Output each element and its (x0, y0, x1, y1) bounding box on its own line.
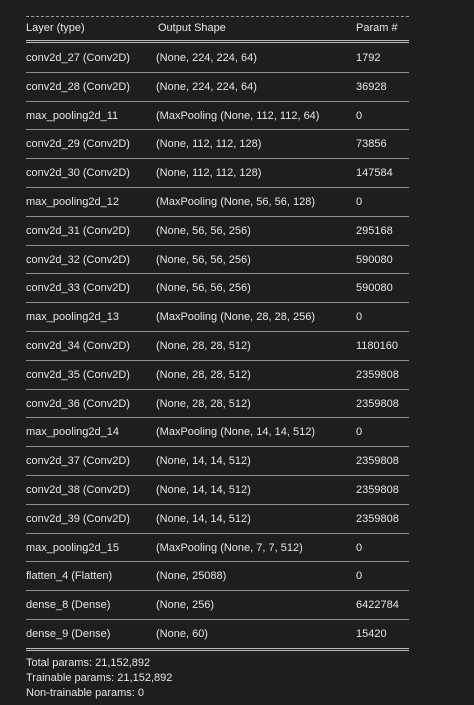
table-row (26, 418, 409, 447)
param-count-cell: 0 (356, 426, 363, 439)
output-shape-cell: (None, 14, 14, 512) (156, 455, 251, 468)
header-layer-type: Layer (type) (26, 22, 85, 34)
layer-name-cell: max_pooling2d_12 (26, 195, 119, 208)
param-count-cell: 2359808 (356, 368, 399, 381)
layer-name-cell: conv2d_30 (Conv2D) (26, 167, 130, 180)
layer-name-cell: conv2d_27 (Conv2D) (26, 52, 130, 64)
table-row (26, 130, 409, 159)
params-summary (26, 656, 172, 701)
param-count-cell: 6422784 (356, 599, 399, 612)
table-row (26, 246, 409, 275)
param-count-cell: 0 (356, 311, 363, 324)
output-shape-cell: (None, 60) (156, 627, 208, 640)
layer-name-cell: max_pooling2d_11 (26, 109, 119, 122)
output-shape-cell: (None, 224, 224, 64) (156, 80, 257, 93)
param-count-cell: 0 (356, 195, 363, 208)
output-shape-cell: (None, 14, 14, 512) (156, 512, 251, 525)
param-count-cell: 590080 (356, 282, 393, 295)
output-shape-cell: (None, 112, 112, 128) (156, 167, 262, 180)
output-shape-cell: (None, 56, 56, 256) (156, 282, 251, 295)
layer-name-cell: flatten_4 (Flatten) (26, 570, 113, 583)
output-shape-cell: (MaxPooling (None, 112, 112, 64) (156, 109, 320, 122)
layer-name-cell: conv2d_37 (Conv2D) (26, 455, 130, 468)
output-shape-cell: (None, 256) (156, 599, 215, 612)
table-row (26, 505, 409, 534)
layer-name-cell: max_pooling2d_14 (26, 426, 119, 439)
header-output-shape: Output Shape (158, 22, 226, 34)
layer-name-cell: conv2d_31 (Conv2D) (26, 224, 130, 237)
table-row (26, 332, 409, 361)
param-count-cell: 590080 (356, 253, 393, 266)
output-shape-cell: (None, 28, 28, 512) (156, 397, 251, 410)
table-row (26, 303, 409, 332)
param-count-cell: 295168 (356, 224, 393, 237)
output-shape-cell: (None, 28, 28, 512) (156, 339, 251, 352)
table-row (26, 217, 409, 246)
table-row (26, 447, 409, 476)
param-count-cell: 1180160 (356, 339, 399, 352)
total-params: Total params: 21,152,892 (26, 657, 151, 669)
table-row (26, 390, 409, 419)
non-trainable-params: Non-trainable params: 0 (26, 687, 145, 699)
layer-name-cell: conv2d_32 (Conv2D) (26, 253, 130, 266)
layer-name-cell: max_pooling2d_13 (26, 311, 119, 324)
table-row (26, 591, 409, 620)
layer-name-cell: conv2d_28 (Conv2D) (26, 80, 130, 93)
param-count-cell: 0 (356, 109, 363, 122)
table-row (26, 188, 409, 217)
layer-name-cell: conv2d_35 (Conv2D) (26, 368, 130, 381)
output-shape-cell: (None, 28, 28, 512) (156, 368, 251, 381)
layer-name-cell: conv2d_33 (Conv2D) (26, 282, 130, 295)
layer-name-cell: conv2d_39 (Conv2D) (26, 512, 130, 525)
output-shape-cell: (None, 56, 56, 256) (156, 224, 251, 237)
param-count-cell: 15420 (356, 627, 387, 640)
footer-double-rule (26, 648, 409, 651)
header-double-rule (26, 40, 409, 43)
table-row (26, 44, 409, 73)
output-shape-cell: (None, 224, 224, 64) (156, 52, 257, 64)
output-shape-cell: (None, 25088) (156, 570, 227, 583)
table-row (26, 159, 409, 188)
table-row (26, 274, 409, 303)
header-param-count: Param # (356, 22, 398, 34)
param-count-cell: 36928 (356, 80, 387, 93)
param-count-cell: 2359808 (356, 483, 399, 496)
layer-name-cell: dense_9 (Dense) (26, 627, 111, 640)
param-count-cell: 2359808 (356, 397, 399, 410)
layer-name-cell: max_pooling2d_15 (26, 541, 119, 554)
trainable-params: Trainable params: 21,152,892 (26, 672, 173, 684)
layer-name-cell: conv2d_34 (Conv2D) (26, 339, 130, 352)
param-count-cell: 2359808 (356, 512, 399, 525)
table-row (26, 620, 409, 649)
output-shape-cell: (None, 14, 14, 512) (156, 483, 251, 496)
layer-name-cell: conv2d_29 (Conv2D) (26, 138, 130, 151)
output-shape-cell: (None, 112, 112, 128) (156, 138, 262, 151)
layer-name-cell: conv2d_36 (Conv2D) (26, 397, 130, 410)
param-count-cell: 0 (356, 541, 363, 554)
layer-table (26, 44, 409, 649)
table-row (26, 102, 409, 131)
output-shape-cell: (MaxPooling (None, 7, 7, 512) (156, 541, 303, 554)
output-shape-cell: (MaxPooling (None, 14, 14, 512) (156, 426, 315, 439)
output-shape-cell: (None, 56, 56, 256) (156, 253, 251, 266)
param-count-cell: 73856 (356, 138, 387, 151)
output-shape-cell: (MaxPooling (None, 56, 56, 128) (156, 195, 315, 208)
param-count-cell: 0 (356, 570, 363, 583)
table-row (26, 476, 409, 505)
table-header (26, 16, 409, 38)
table-row (26, 562, 409, 591)
layer-name-cell: conv2d_38 (Conv2D) (26, 483, 130, 496)
layer-name-cell: dense_8 (Dense) (26, 599, 111, 612)
table-row (26, 534, 409, 563)
table-row (26, 73, 409, 102)
param-count-cell: 147584 (356, 167, 393, 180)
param-count-cell: 2359808 (356, 455, 399, 468)
output-shape-cell: (MaxPooling (None, 28, 28, 256) (156, 311, 315, 324)
table-row (26, 361, 409, 390)
param-count-cell: 1792 (356, 52, 381, 64)
